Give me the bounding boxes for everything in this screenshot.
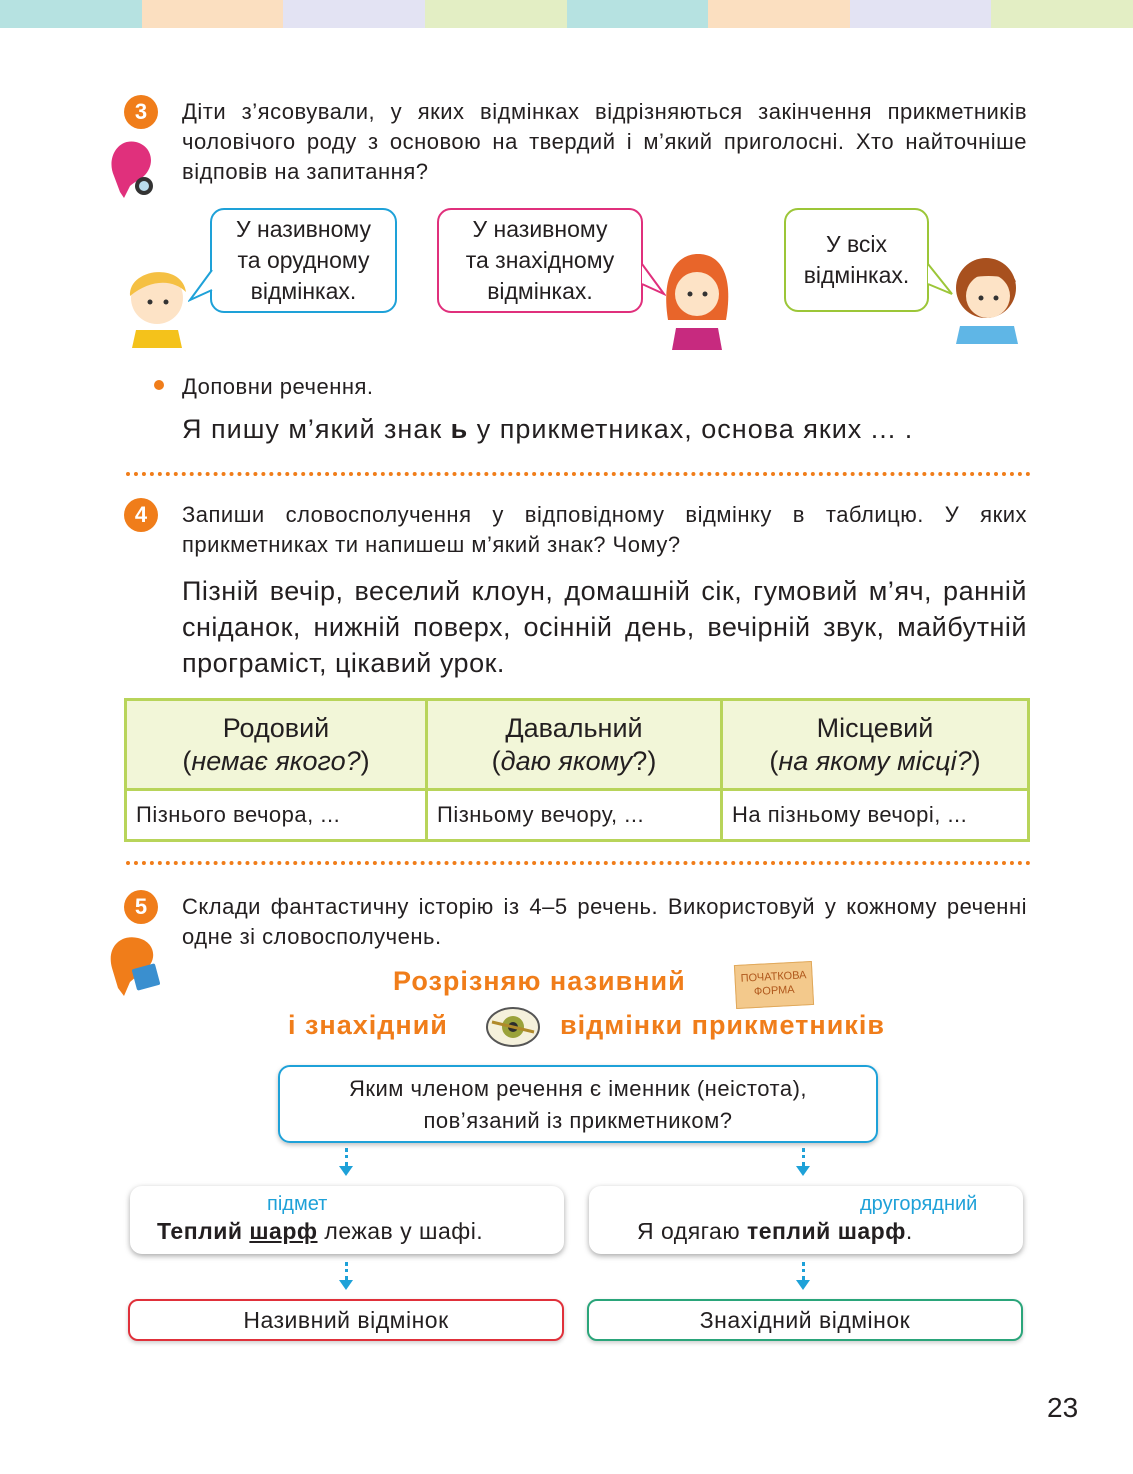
col-2-question: даю якому	[500, 745, 633, 776]
bold-phrase: теплий шарф	[746, 1218, 906, 1244]
header-color-block	[991, 0, 1133, 28]
task-number-5: 5	[124, 890, 158, 924]
sentence-part-1: Я пишу м’який знак	[182, 414, 451, 444]
object-example-sentence	[637, 1218, 913, 1245]
subject-example-sentence	[157, 1218, 483, 1245]
col-1-name: Родовий	[222, 712, 330, 743]
dotted-divider-1	[126, 472, 1031, 476]
speech-bubble-2	[437, 208, 643, 313]
badge-line-2: ФОРМА	[753, 983, 795, 999]
task-number-3: 3	[124, 95, 158, 129]
task4-phrases: Пізній вечір, веселий клоун, домашній сік, гумовий м’яч, ранній сніданок, нижній поверх, осінній день, вечірній звук, майбутній програміст, цікавий урок.	[182, 576, 1027, 678]
label-subject: підмет	[267, 1193, 328, 1215]
bubble-1-line-2: та орудному	[237, 247, 370, 273]
bubble-1-line-3: відмінках.	[250, 278, 357, 304]
col-1-question: немає якого?	[191, 745, 361, 776]
subject-example-card	[130, 1186, 564, 1254]
page-number: 23	[1047, 1392, 1079, 1423]
bubble-2-line-2: та знахідному	[465, 247, 615, 273]
object-example-card	[589, 1186, 1023, 1254]
bubble-3-line-1: У всіх	[825, 231, 888, 257]
accusative-case-box: Знахідний відмінок	[587, 1299, 1023, 1341]
task4-text: Запиши словосполучення у відповідному відмінку в таблицю. У яких прикметниках ти напишеш м’який знак? Чому?	[182, 502, 1027, 557]
girl-redhead-icon	[660, 250, 734, 350]
question-line-1: Яким членом речення є іменник (неістота),	[348, 1076, 808, 1101]
rule-title-line-2b: відмінки прикметників	[560, 1010, 885, 1040]
arrow-down-right-1	[796, 1148, 810, 1176]
case-table	[124, 698, 1030, 842]
question-line-2: пов’язаний із прикметником?	[423, 1108, 733, 1133]
rule-question-box	[278, 1065, 878, 1143]
col-3-question-wrap: (на якому місці?)	[769, 745, 981, 776]
col-3-question: на якому місці?	[778, 745, 972, 776]
task3-instruction: Доповни речення.	[182, 374, 374, 399]
bubble-3-line-2: відмінках.	[803, 262, 910, 288]
header-color-block	[425, 0, 567, 28]
col-1-question-wrap: (немає якого?)	[182, 745, 370, 776]
bubble-2-line-3: відмінках.	[487, 278, 593, 304]
arrow-down-left-2	[339, 1262, 353, 1290]
header-color-strip	[0, 0, 1133, 28]
col-2-question-wrap: (даю якому?)	[491, 745, 657, 776]
magnifier-character-icon	[104, 136, 160, 202]
table-row	[126, 790, 1029, 841]
cell-genitive-example: Пізнього вечора, ...	[126, 790, 427, 841]
sentence-end: .	[905, 1218, 913, 1244]
header-color-block	[850, 0, 992, 28]
bold-adjective: Теплий	[157, 1218, 250, 1244]
bullet-dot	[154, 380, 164, 390]
header-color-block	[567, 0, 709, 28]
header-color-block	[142, 0, 284, 28]
sentence-start: Я одягаю	[637, 1218, 747, 1244]
header-color-block	[708, 0, 850, 28]
speech-bubble-3	[784, 208, 929, 312]
arrow-down-right-2	[796, 1262, 810, 1290]
dotted-divider-2	[126, 861, 1031, 865]
book-character-icon	[104, 932, 164, 998]
bubble-2-line-1: У називному	[472, 216, 608, 242]
cell-locative-example: На пізньому вечорі, ...	[722, 790, 1029, 841]
speech-bubble-1	[210, 208, 397, 313]
bubble-1-tail	[188, 268, 214, 304]
soft-sign: ь	[450, 414, 469, 444]
header-locative	[722, 700, 1029, 790]
task5-text: Склади фантастичну історію із 4–5 речень. Використовуй у кожному реченні одне зі словосполучень.	[182, 894, 1027, 949]
badge-line-1: ПОЧАТКОВА	[740, 969, 807, 985]
rule-title-line-1: Розрізняю називний	[393, 966, 686, 996]
table-header-row	[126, 700, 1029, 790]
header-dative	[427, 700, 722, 790]
header-color-block	[283, 0, 425, 28]
boy-curly-icon	[944, 252, 1028, 344]
eye-icon	[484, 1004, 542, 1050]
label-secondary: другорядний	[860, 1193, 978, 1215]
header-genitive	[126, 700, 427, 790]
arrow-down-left-1	[339, 1148, 353, 1176]
col-2-question-tail: ?	[632, 745, 648, 776]
sentence-part-2: у прикметниках, основа яких ... .	[468, 414, 914, 444]
task3-text: Діти з’ясовували, у яких відмінках відрізняються закінчення прикметників чоловічого роду з основою на твердий і м’який приголосні. Хто найточніше відповів на запитання?	[182, 99, 1027, 184]
nominative-case-box: Називний відмінок	[128, 1299, 564, 1341]
rule-title-line-2a: і знахідний	[288, 1010, 448, 1040]
task3-sentence	[182, 411, 1027, 447]
initial-form-badge	[734, 961, 814, 1009]
sentence-rest: лежав у шафі.	[317, 1218, 484, 1244]
header-color-block	[0, 0, 142, 28]
bubble-1-line-1: У називному	[236, 216, 371, 242]
underlined-noun: шарф	[249, 1218, 318, 1244]
col-2-name: Давальний	[505, 712, 643, 743]
col-3-name: Місцевий	[816, 712, 934, 743]
boy-blond-icon	[122, 258, 192, 348]
cell-dative-example: Пізньому вечору, ...	[427, 790, 722, 841]
task-number-4: 4	[124, 498, 158, 532]
